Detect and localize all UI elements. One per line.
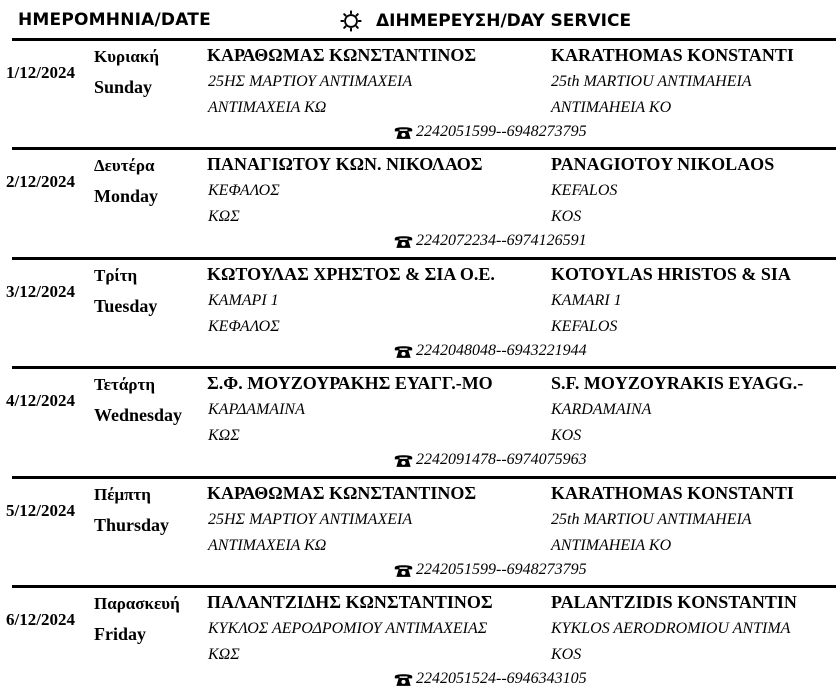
day-name-greek: Παρασκευή	[94, 594, 180, 613]
pharmacy-name-greek: ΠΑΛΑΝΤΖΙΔΗΣ ΚΩΝΣΤΑΝΤΙΝΟΣ	[207, 592, 493, 612]
entry-date: 6/12/2024	[6, 610, 75, 629]
address-greek-line1: 25ΗΣ ΜΑΡΤΙΟΥ ΑΝΤΙΜΑΧΕΙΑ	[208, 73, 413, 90]
telephone-icon	[394, 563, 413, 578]
phone-numbers: 2242091478--6974075963	[416, 451, 587, 468]
day-name-english: Wednesday	[94, 405, 183, 425]
address-greek-line1: ΚΥΚΛΟΣ ΑΕΡΟΔΡΟΜΙΟΥ ΑΝΤΙΜΑΧΕΙΑΣ	[208, 620, 488, 637]
phone-numbers: 2242051599--6948273795	[416, 123, 587, 140]
address-english-line1: KAMARI 1	[551, 292, 622, 309]
phone-line	[394, 342, 587, 360]
phone-numbers: 2242051599--6948273795	[416, 561, 587, 578]
service-label: ΔΙΗΜΕΡΕΥΣΗ/DAY SERVICE	[376, 11, 632, 31]
pharmacy-name-english: PALANTZIDIS KONSTANTIN	[551, 592, 797, 612]
pharmacy-name-greek: ΚΑΡΑΘΩΜΑΣ ΚΩΝΣΤΑΝΤΙΝΟΣ	[207, 483, 477, 503]
address-english-line2: KEFALOS	[551, 318, 618, 335]
day-name-english: Friday	[94, 624, 146, 644]
address-english-line2: ANTIMAHEIA KO	[551, 537, 672, 554]
address-english-line2: KOS	[551, 208, 582, 225]
day-name-greek: Δευτέρα	[94, 156, 155, 175]
address-greek-line2: ΑΝΤΙΜΑΧΕΙΑ ΚΩ	[208, 537, 327, 554]
address-english-line2: KOS	[551, 646, 582, 663]
sun-icon	[340, 10, 362, 32]
address-greek-line2: ΚΩΣ	[208, 646, 240, 663]
address-english-line1: KYKLOS AERODROMIOU ANTIMA	[551, 620, 791, 637]
day-name-greek: Πέμπτη	[94, 485, 151, 504]
address-greek-line2: ΑΝΤΙΜΑΧΕΙΑ ΚΩ	[208, 99, 327, 116]
phone-line	[394, 232, 587, 250]
pharmacy-name-english: PANAGIOTOY NIKOLAOS	[551, 154, 775, 174]
table-header	[0, 0, 836, 38]
telephone-icon	[394, 672, 413, 687]
address-english-line1: 25th MARTIOU ANTIMAHEIA	[551, 511, 752, 528]
phone-line	[394, 123, 587, 141]
address-greek-line1: ΚΑΡΔΑΜΑΙΝΑ	[208, 401, 305, 418]
address-greek-line2: ΚΩΣ	[208, 427, 240, 444]
telephone-icon	[394, 344, 413, 359]
pharmacy-name-greek: Σ.Φ. ΜΟΥΖΟΥΡΑΚΗΣ ΕΥΑΓΓ.-ΜΟ	[207, 373, 493, 393]
address-greek-line2: ΚΕΦΑΛΟΣ	[208, 318, 280, 335]
address-english-line1: 25th MARTIOU ANTIMAHEIA	[551, 73, 752, 90]
entry-date: 2/12/2024	[6, 172, 75, 191]
address-english-line2: KOS	[551, 427, 582, 444]
pharmacy-name-english: KOTOYLAS HRISTOS & SIA	[551, 264, 791, 284]
entry-date: 4/12/2024	[6, 391, 75, 410]
telephone-icon	[394, 234, 413, 249]
phone-numbers: 2242048048--6943221944	[416, 342, 587, 359]
telephone-icon	[394, 453, 413, 468]
telephone-icon	[394, 125, 413, 140]
address-english-line1: KARDAMAINA	[551, 401, 652, 418]
day-name-english: Thursday	[94, 515, 170, 535]
pharmacy-name-english: KARATHOMAS KONSTANTI	[551, 45, 794, 65]
address-greek-line1: ΚΕΦΑΛΟΣ	[208, 182, 280, 199]
day-name-greek: Τρίτη	[94, 266, 138, 285]
schedule-entry	[0, 260, 836, 370]
phone-line	[394, 451, 587, 469]
entry-date: 5/12/2024	[6, 501, 75, 520]
day-name-english: Sunday	[94, 77, 153, 97]
service-column-header	[340, 10, 631, 32]
day-name-english: Monday	[94, 186, 159, 206]
phone-line	[394, 561, 587, 579]
phone-line	[394, 670, 587, 688]
address-greek-line2: ΚΩΣ	[208, 208, 240, 225]
schedule-entry	[0, 479, 836, 589]
schedule-entry	[0, 369, 836, 479]
pharmacy-name-english: KARATHOMAS KONSTANTI	[551, 483, 794, 503]
date-column-header: ΗΜΕΡΟΜΗΝΙΑ/DATE	[18, 10, 211, 30]
address-greek-line1: 25ΗΣ ΜΑΡΤΙΟΥ ΑΝΤΙΜΑΧΕΙΑ	[208, 511, 413, 528]
schedule-entry	[0, 150, 836, 260]
day-name-greek: Κυριακή	[94, 47, 159, 66]
entry-date: 1/12/2024	[6, 63, 75, 82]
schedule-entry	[0, 41, 836, 151]
phone-numbers: 2242051524--6946343105	[416, 670, 587, 687]
phone-numbers: 2242072234--6974126591	[416, 232, 587, 249]
address-english-line2: ANTIMAHEIA KO	[551, 99, 672, 116]
day-name-english: Tuesday	[94, 296, 158, 316]
pharmacy-name-greek: ΠΑΝΑΓΙΩΤΟΥ ΚΩΝ. ΝΙΚΟΛΑΟΣ	[207, 154, 483, 174]
address-english-line1: KEFALOS	[551, 182, 618, 199]
day-name-greek: Τετάρτη	[94, 375, 155, 394]
entry-date: 3/12/2024	[6, 282, 75, 301]
pharmacy-name-english: S.F. MOYZOYRAKIS EYAGG.-	[551, 373, 804, 393]
schedule-entry	[0, 588, 836, 698]
pharmacy-name-greek: ΚΩΤΟΥΛΑΣ ΧΡΗΣΤΟΣ & ΣΙΑ Ο.Ε.	[207, 264, 495, 284]
pharmacy-name-greek: ΚΑΡΑΘΩΜΑΣ ΚΩΝΣΤΑΝΤΙΝΟΣ	[207, 45, 477, 65]
address-greek-line1: ΚΑΜΑΡΙ 1	[208, 292, 279, 309]
